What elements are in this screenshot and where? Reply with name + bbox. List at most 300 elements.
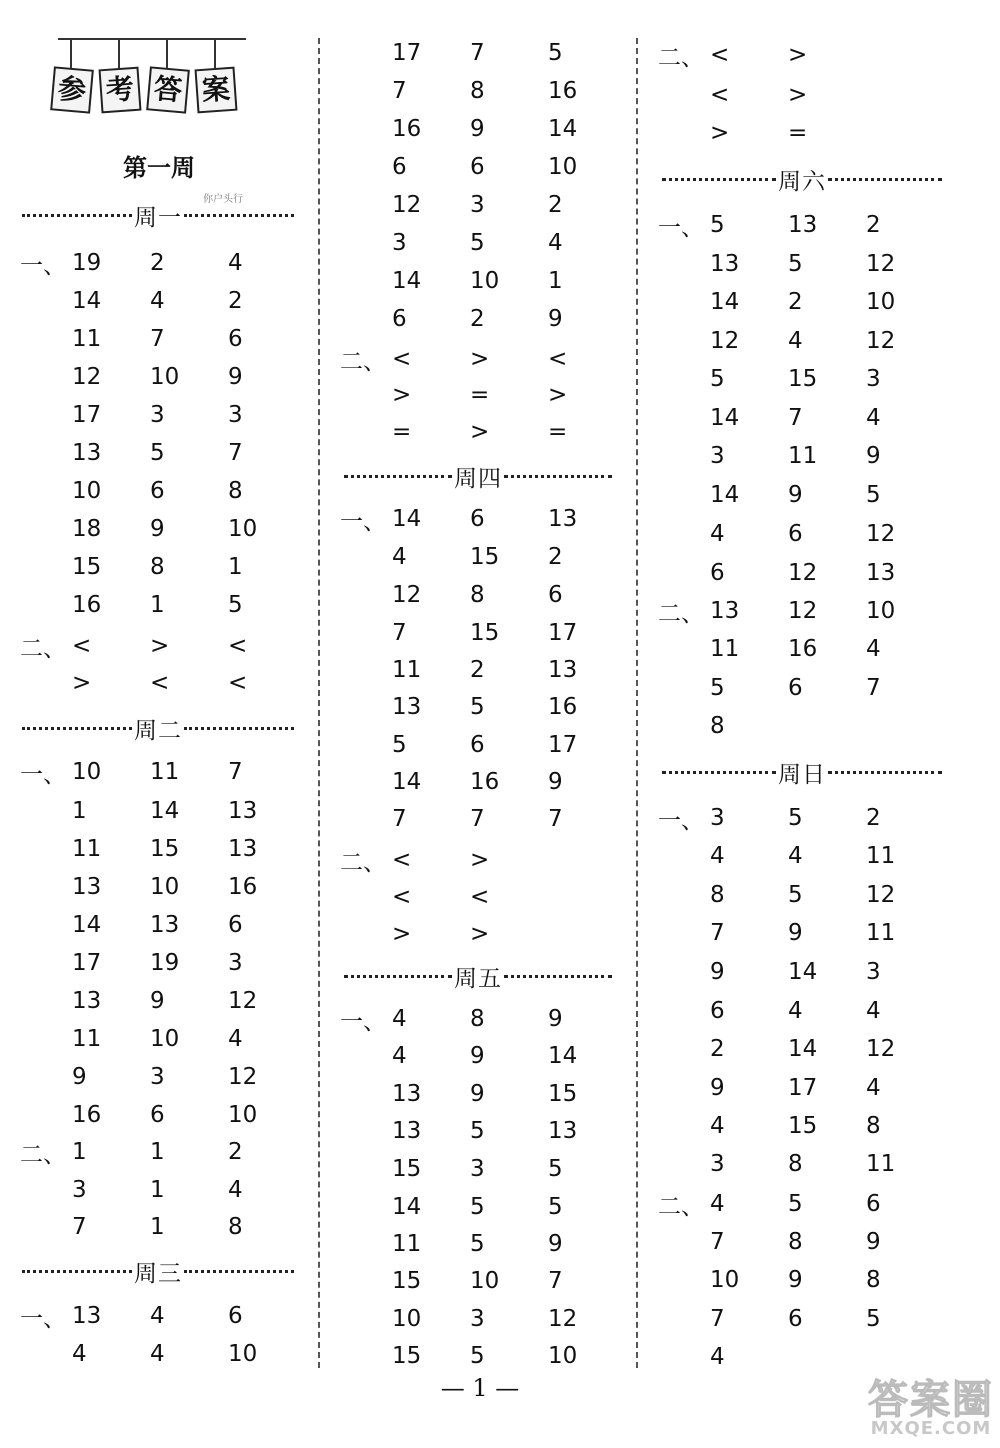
answer-cell: 14	[392, 506, 422, 532]
answer-cell: 4	[150, 1341, 165, 1367]
answer-cell: =	[470, 382, 490, 408]
answer-cell: 2	[470, 657, 485, 683]
answer-cell: 9	[470, 1081, 485, 1107]
answer-cell: 13	[228, 836, 258, 862]
answer-row	[340, 149, 626, 185]
answer-row	[20, 1298, 306, 1334]
answer-cell: 9	[710, 959, 725, 985]
answer-cell: 14	[788, 1036, 818, 1062]
answer-cell: =	[788, 120, 808, 146]
answer-row	[658, 670, 944, 706]
answer-cell: 10	[470, 268, 500, 294]
column-divider	[636, 38, 638, 1368]
answer-cell: 17	[72, 402, 102, 428]
answer-row	[340, 377, 626, 413]
answer-cell: 4	[866, 998, 881, 1024]
answer-cell: 16	[548, 78, 578, 104]
answer-cell: 11	[710, 636, 740, 662]
answer-cell: 17	[72, 950, 102, 976]
answer-cell: 5	[710, 366, 725, 392]
answer-cell: 4	[228, 1026, 243, 1052]
answer-cell: 12	[548, 1306, 578, 1332]
answer-row	[20, 1336, 306, 1372]
answer-row	[20, 1134, 306, 1170]
section-title: 周日	[778, 761, 826, 788]
answer-cell: 9	[548, 769, 563, 795]
answer-cell: 1	[228, 554, 243, 580]
answer-row	[20, 983, 306, 1019]
watermark-url: MXQE.COM	[870, 1418, 992, 1439]
answer-cell: 2	[866, 212, 881, 238]
answer-cell: 2	[548, 192, 563, 218]
answer-cell: 9	[788, 1267, 803, 1293]
answer-row	[658, 115, 944, 151]
answer-cell: >	[548, 382, 568, 408]
answer-cell: 10	[548, 1343, 578, 1369]
answer-row	[340, 1338, 626, 1374]
answer-row	[658, 915, 944, 951]
answer-cell: 2	[150, 250, 165, 276]
answer-row	[340, 1038, 626, 1074]
answer-cell: 11	[72, 836, 102, 862]
answer-cell: 11	[72, 1026, 102, 1052]
question-number: 二、	[658, 44, 704, 71]
answer-row	[658, 1186, 944, 1222]
answer-cell: 3	[710, 443, 725, 469]
answer-cell: 10	[150, 874, 180, 900]
answer-cell: 12	[228, 1064, 258, 1090]
answer-cell: 10	[392, 1306, 422, 1332]
answer-cell: 2	[788, 289, 803, 315]
answer-cell: 16	[72, 592, 102, 618]
answer-cell: 11	[392, 657, 422, 683]
answer-cell: 1	[150, 1139, 165, 1165]
answer-cell: 10	[866, 289, 896, 315]
answer-cell: 4	[788, 843, 803, 869]
answer-row	[658, 77, 944, 113]
answer-row	[20, 397, 306, 433]
answer-cell: 7	[150, 326, 165, 352]
answer-row	[340, 1226, 626, 1262]
answer-cell: <	[228, 633, 248, 659]
answer-row	[20, 511, 306, 547]
answer-row	[20, 473, 306, 509]
answer-cell: 2	[470, 306, 485, 332]
logo-char: 答	[146, 66, 190, 113]
answer-cell: 7	[228, 440, 243, 466]
answer-row	[658, 708, 944, 744]
answer-cell: 16	[392, 116, 422, 142]
answer-cell: 7	[392, 78, 407, 104]
answer-row	[658, 438, 944, 474]
answer-cell: 3	[710, 805, 725, 831]
answer-cell: <	[72, 633, 92, 659]
answer-cell: 13	[710, 598, 740, 624]
answer-cell: 7	[548, 1268, 563, 1294]
answer-cell: 5	[866, 1306, 881, 1332]
answer-cell: 8	[228, 1214, 243, 1240]
answer-cell: 4	[866, 405, 881, 431]
answer-cell: 4	[392, 1043, 407, 1069]
answer-cell: 4	[392, 544, 407, 570]
answer-cell: 12	[392, 582, 422, 608]
answer-cell: 9	[548, 306, 563, 332]
answer-cell: >	[470, 346, 490, 372]
answer-row	[658, 1031, 944, 1067]
answer-cell: >	[470, 419, 490, 445]
answer-cell: 17	[548, 732, 578, 758]
answer-cell: 19	[150, 950, 180, 976]
answer-cell: 6	[470, 732, 485, 758]
answer-row	[340, 764, 626, 800]
answer-cell: 3	[72, 1177, 87, 1203]
answer-cell: 5	[788, 882, 803, 908]
answer-cell: =	[548, 419, 568, 445]
answer-cell: >	[72, 670, 92, 696]
answer-cell: >	[788, 42, 808, 68]
answer-row	[658, 1224, 944, 1260]
answer-cell: 5	[548, 40, 563, 66]
question-number: 一、	[20, 761, 66, 788]
answer-cell: 1	[150, 592, 165, 618]
answer-cell: 7	[710, 1229, 725, 1255]
question-number: 一、	[340, 508, 386, 535]
answer-cell: 13	[866, 560, 896, 586]
answer-cell: 1	[72, 798, 87, 824]
answer-cell: 6	[228, 1303, 243, 1329]
answer-cell: 8	[866, 1113, 881, 1139]
answer-row	[20, 1097, 306, 1133]
answer-cell: 14	[548, 1043, 578, 1069]
answer-row	[340, 1263, 626, 1299]
answer-cell: 3	[150, 402, 165, 428]
answer-cell: 3	[470, 192, 485, 218]
answer-row	[340, 1076, 626, 1112]
answer-cell: 5	[548, 1194, 563, 1220]
answer-cell: 5	[470, 1194, 485, 1220]
answer-cell: 14	[392, 268, 422, 294]
answer-cell: 7	[392, 806, 407, 832]
answer-cell: <	[710, 82, 730, 108]
answer-cell: 1	[150, 1177, 165, 1203]
answer-row	[340, 263, 626, 299]
question-number: 一、	[340, 1008, 386, 1035]
answer-row	[20, 321, 306, 357]
answer-row	[20, 245, 306, 281]
answer-cell: 5	[548, 1156, 563, 1182]
answer-cell: 12	[788, 598, 818, 624]
answer-row	[20, 549, 306, 585]
section-header-sat	[662, 164, 942, 194]
answer-cell: 17	[392, 40, 422, 66]
answer-cell: 13	[392, 1118, 422, 1144]
answer-cell: >	[150, 633, 170, 659]
answer-row	[658, 400, 944, 436]
answer-cell: 2	[228, 1139, 243, 1165]
answer-cell: 15	[392, 1343, 422, 1369]
answer-cell: 9	[470, 1043, 485, 1069]
section-header-thu	[344, 461, 612, 491]
answer-cell: 5	[392, 732, 407, 758]
answer-cell: 6	[788, 675, 803, 701]
answer-row	[340, 689, 626, 725]
answer-cell: 4	[866, 1075, 881, 1101]
answer-cell: 6	[470, 506, 485, 532]
answer-cell: 13	[72, 440, 102, 466]
answer-cell: 10	[150, 1026, 180, 1052]
answer-cell: 4	[150, 288, 165, 314]
answer-row	[658, 477, 944, 513]
answer-row	[20, 1172, 306, 1208]
answer-row	[658, 800, 944, 836]
answer-cell: 4	[228, 250, 243, 276]
answer-cell: 4	[866, 636, 881, 662]
answer-cell: 7	[548, 806, 563, 832]
answer-cell: 13	[392, 1081, 422, 1107]
answer-row	[20, 907, 306, 943]
answer-row	[658, 246, 944, 282]
week-title: 第一周	[123, 154, 195, 182]
answer-cell: 3	[866, 366, 881, 392]
answer-cell: 14	[788, 959, 818, 985]
answer-cell: 5	[470, 230, 485, 256]
answer-row	[658, 1339, 944, 1375]
answer-row	[20, 283, 306, 319]
answer-cell: 14	[72, 288, 102, 314]
answer-cell: 5	[228, 592, 243, 618]
answer-cell: 10	[228, 1102, 258, 1128]
answer-cell: 4	[150, 1303, 165, 1329]
answer-cell: 10	[228, 1341, 258, 1367]
answer-cell: <	[392, 346, 412, 372]
answer-cell: 10	[710, 1267, 740, 1293]
answer-cell: 7	[710, 920, 725, 946]
answer-cell: 13	[392, 694, 422, 720]
answer-cell: 14	[392, 1194, 422, 1220]
answer-cell: 14	[710, 482, 740, 508]
answer-row	[658, 993, 944, 1029]
section-title: 周一	[134, 204, 182, 231]
answer-row	[340, 539, 626, 575]
answer-row	[340, 301, 626, 337]
answer-row	[340, 842, 626, 878]
answer-cell: 9	[150, 516, 165, 542]
answer-row	[658, 1108, 944, 1144]
answer-row	[340, 73, 626, 109]
answer-row	[340, 615, 626, 651]
answer-cell: 8	[788, 1151, 803, 1177]
answer-cell: 13	[150, 912, 180, 938]
answer-cell: 19	[72, 250, 102, 276]
answer-row	[340, 801, 626, 837]
answer-row	[340, 501, 626, 537]
answer-cell: 4	[710, 1113, 725, 1139]
answer-cell: 4	[788, 328, 803, 354]
section-title: 周六	[778, 168, 826, 195]
answer-cell: <	[392, 847, 412, 873]
answer-row	[20, 1059, 306, 1095]
answer-cell: 12	[866, 882, 896, 908]
answer-row	[20, 869, 306, 905]
section-title: 周三	[134, 1260, 182, 1287]
answer-cell: 2	[710, 1036, 725, 1062]
answer-cell: 9	[228, 364, 243, 390]
answer-cell: 7	[470, 40, 485, 66]
answer-row	[20, 628, 306, 664]
answer-cell: 13	[72, 874, 102, 900]
answer-cell: 17	[788, 1075, 818, 1101]
answer-row	[658, 37, 944, 73]
answer-cell: 8	[150, 554, 165, 580]
answer-row	[20, 665, 306, 701]
answer-cell: 5	[470, 1343, 485, 1369]
answer-cell: 6	[866, 1191, 881, 1217]
answer-cell: 9	[788, 482, 803, 508]
answer-row	[658, 555, 944, 591]
answer-cell: 6	[470, 154, 485, 180]
question-number: 一、	[658, 214, 704, 241]
answer-cell: 8	[228, 478, 243, 504]
question-number: 一、	[20, 1305, 66, 1332]
answer-row	[340, 35, 626, 71]
answer-cell: 6	[392, 154, 407, 180]
answer-cell: 8	[470, 582, 485, 608]
answer-cell: 11	[72, 326, 102, 352]
logo-char: 案	[195, 67, 238, 114]
answer-cell: 6	[710, 560, 725, 586]
answer-row	[20, 1021, 306, 1057]
answer-cell: 12	[788, 560, 818, 586]
answer-cell: 15	[150, 836, 180, 862]
answer-cell: 16	[788, 636, 818, 662]
answer-cell: 11	[150, 759, 180, 785]
answer-cell: 11	[866, 843, 896, 869]
answer-row	[658, 1146, 944, 1182]
answer-cell: 9	[548, 1231, 563, 1257]
answer-cell: 5	[150, 440, 165, 466]
answer-cell: 7	[470, 806, 485, 832]
answer-row	[658, 284, 944, 320]
answer-cell: 14	[72, 912, 102, 938]
answer-cell: 4	[228, 1177, 243, 1203]
answer-cell: >	[470, 847, 490, 873]
answer-cell: 10	[470, 1268, 500, 1294]
answer-cell: 16	[228, 874, 258, 900]
answer-cell: 8	[710, 713, 725, 739]
answer-cell: 8	[788, 1229, 803, 1255]
answer-cell: 3	[710, 1151, 725, 1177]
section-title: 周二	[134, 717, 182, 744]
answer-cell: 2	[866, 805, 881, 831]
answer-cell: 5	[788, 805, 803, 831]
answer-cell: 5	[866, 482, 881, 508]
answer-row	[340, 225, 626, 261]
answer-cell: 15	[470, 544, 500, 570]
answer-cell: 3	[392, 230, 407, 256]
answer-cell: 14	[392, 769, 422, 795]
answer-row	[340, 577, 626, 613]
answer-row	[20, 831, 306, 867]
answer-cell: 3	[228, 402, 243, 428]
answer-row	[658, 838, 944, 874]
answer-row	[340, 414, 626, 450]
section-title: 周五	[454, 965, 502, 992]
answer-cell: 5	[710, 212, 725, 238]
answer-cell: 11	[788, 443, 818, 469]
answer-cell: 3	[866, 959, 881, 985]
question-number: 二、	[20, 635, 66, 662]
answer-cell: 5	[710, 675, 725, 701]
answer-row	[658, 954, 944, 990]
answer-cell: 4	[788, 998, 803, 1024]
answer-cell: 15	[72, 554, 102, 580]
answer-cell: 12	[228, 988, 258, 1014]
answer-cell: <	[470, 884, 490, 910]
answer-row	[658, 631, 944, 667]
answer-row	[20, 793, 306, 829]
answer-cell: 14	[710, 289, 740, 315]
answer-cell: >	[392, 382, 412, 408]
answer-cell: 16	[72, 1102, 102, 1128]
answer-cell: >	[392, 921, 412, 947]
answer-cell: 9	[788, 920, 803, 946]
answer-cell: 4	[72, 1341, 87, 1367]
answer-cell: 4	[710, 1344, 725, 1370]
answer-cell: 7	[392, 620, 407, 646]
question-number: 二、	[658, 1193, 704, 1220]
section-title: 周四	[454, 465, 502, 492]
question-number: 二、	[20, 1141, 66, 1168]
question-number: 一、	[20, 252, 66, 279]
answer-row	[20, 1209, 306, 1245]
answer-cell: 3	[470, 1306, 485, 1332]
answer-cell: 13	[228, 798, 258, 824]
answer-row	[340, 1301, 626, 1337]
answer-cell: 15	[470, 620, 500, 646]
answer-cell: 4	[710, 521, 725, 547]
answer-cell: 15	[392, 1156, 422, 1182]
answer-cell: 6	[548, 582, 563, 608]
answer-row	[340, 1113, 626, 1149]
answer-cell: 6	[150, 478, 165, 504]
answer-cell: <	[392, 884, 412, 910]
answer-cell: 15	[788, 366, 818, 392]
answer-cell: >	[788, 82, 808, 108]
answer-row	[340, 1189, 626, 1225]
answer-cell: 10	[150, 364, 180, 390]
answer-cell: 9	[72, 1064, 87, 1090]
answer-cell: 8	[470, 78, 485, 104]
answer-cell: 3	[150, 1064, 165, 1090]
logo-char: 参	[50, 66, 94, 113]
answer-cell: 12	[72, 364, 102, 390]
answer-cell: 6	[788, 1306, 803, 1332]
answer-cell: 6	[150, 1102, 165, 1128]
answer-row	[340, 652, 626, 688]
answer-cell: 16	[548, 694, 578, 720]
answer-cell: 2	[228, 288, 243, 314]
answer-cell: 1	[72, 1139, 87, 1165]
answer-cell: 13	[548, 506, 578, 532]
answer-cell: 7	[866, 675, 881, 701]
question-number: 一、	[658, 807, 704, 834]
answer-cell: <	[710, 42, 730, 68]
answer-row	[20, 754, 306, 790]
answer-cell: 13	[72, 988, 102, 1014]
section-header-sun	[662, 757, 942, 787]
answer-row	[20, 359, 306, 395]
answer-row	[20, 587, 306, 623]
